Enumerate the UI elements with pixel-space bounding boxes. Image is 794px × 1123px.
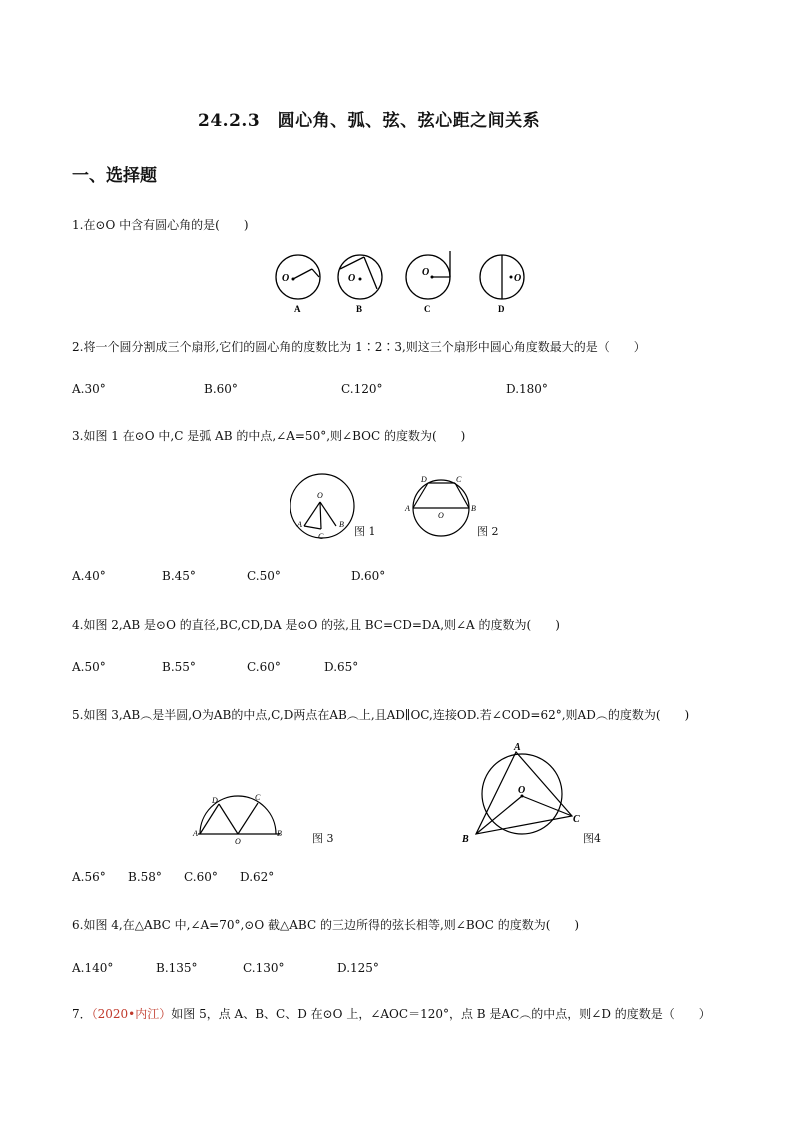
q3-option-d: D.60° [351, 569, 386, 583]
fig3-label-d: D [212, 796, 218, 805]
q1-label-b: B [356, 304, 363, 314]
q4-option-c: C.60° [247, 660, 281, 674]
q5-option-d: D.62° [240, 870, 275, 884]
fig3-label-c: C [255, 793, 261, 802]
q1-center-label-b: O [348, 273, 356, 284]
q1-figure-a [276, 255, 320, 314]
fig1-label-c: C [318, 532, 324, 541]
q2-option-a: A.30° [72, 382, 106, 396]
q4-option-d: D.65° [324, 660, 359, 674]
q1-label-d: D [498, 304, 505, 314]
section-heading: 一、选择题 [72, 166, 157, 186]
q3-option-c: C.50° [247, 569, 281, 583]
q6-option-d: D.125° [337, 961, 379, 975]
question-3-text: 3.如图 1 在⊙O 中,C 是弧 AB 的中点,∠A=50°,则∠BOC 的度数为( ) [72, 429, 466, 443]
fig2-label-b: B [471, 504, 476, 513]
question-7 [72, 1005, 711, 1022]
q5-option-b: B.58° [128, 870, 162, 884]
question-7-source: （2020•内江） [91, 1007, 172, 1021]
q6-option-c: C.130° [243, 961, 285, 975]
figure-3 [190, 786, 290, 846]
fig4-label-b: B [462, 834, 469, 845]
question-7-number: 7． [72, 1007, 92, 1021]
figure-2 [404, 472, 484, 540]
q5-option-c: C.60° [184, 870, 218, 884]
q4-option-a: A.50° [72, 660, 106, 674]
q6-option-b: B.135° [156, 961, 198, 975]
question-1-figures [260, 248, 540, 318]
figure-2-caption: 图 2 [477, 525, 499, 538]
q1-center-label-a: O [282, 273, 290, 284]
fig2-label-a: A [405, 504, 410, 513]
fig4-label-c: C [573, 814, 580, 825]
q5-option-a: A.56° [72, 870, 106, 884]
q1-figure-b [338, 255, 382, 314]
figure-3-caption: 图 3 [312, 832, 334, 845]
fig3-label-o: O [235, 837, 241, 846]
q1-center-label-c: O [422, 267, 430, 278]
fig2-label-o: O [438, 511, 444, 520]
q2-option-b: B.60° [204, 382, 238, 396]
fig1-label-o: O [317, 491, 323, 500]
q1-label-c: C [424, 304, 431, 314]
question-1-text: 1.在⊙O 中含有圆心角的是( ) [72, 218, 249, 232]
q1-label-a: A [294, 304, 301, 314]
fig2-label-d: D [421, 475, 427, 484]
figure-4 [458, 738, 588, 848]
q1-center-label-d: O [514, 273, 522, 284]
question-5-text: 5.如图 3,AB︵是半圆,O为AB的中点,C,D两点在AB︵上,且AD∥OC,连接OD.若∠COD=62°,则AD︵的度数为( ) [72, 708, 690, 722]
q1-figure-d [480, 255, 524, 314]
question-2-text: 2.将一个圆分割成三个扇形,它们的圆心角的度数比为 1∶2∶3,则这三个扇形中圆心角度数最大的是（ ） [72, 340, 646, 354]
q3-option-b: B.45° [162, 569, 196, 583]
q6-option-a: A.140° [72, 961, 114, 975]
fig2-label-c: C [456, 475, 462, 484]
fig1-label-a: A [297, 520, 302, 529]
question-6-text: 6.如图 4,在△ABC 中,∠A=70°,⊙O 截△ABC 的三边所得的弦长相等,则∠BOC 的度数为( ) [72, 918, 580, 932]
figure-1-caption: 图 1 [354, 525, 376, 538]
q2-option-d: D.180° [506, 382, 548, 396]
figure-4-caption: 图4 [583, 832, 601, 845]
q3-option-a: A.40° [72, 569, 106, 583]
fig1-label-b: B [339, 520, 344, 529]
figure-1 [290, 470, 360, 542]
fig4-label-a: A [514, 742, 521, 753]
q4-option-b: B.55° [162, 660, 196, 674]
fig4-label-o: O [518, 785, 526, 796]
fig3-label-a: A [193, 829, 198, 838]
q1-figure-c [406, 251, 450, 314]
fig3-label-b: B [277, 829, 282, 838]
question-7-text: 如图 5，点 A、B、C、D 在⊙O 上，∠AOC＝120°，点 B 是AC︵的中点，则∠D 的度数是（ ） [171, 1007, 711, 1021]
question-4-text: 4.如图 2,AB 是⊙O 的直径,BC,CD,DA 是⊙O 的弦,且 BC=CD=DA,则∠A 的度数为( ) [72, 618, 560, 632]
page-title: 24.2.3 圆心角、弧、弦、弦心距之间关系 [198, 111, 541, 131]
q2-option-c: C.120° [341, 382, 383, 396]
